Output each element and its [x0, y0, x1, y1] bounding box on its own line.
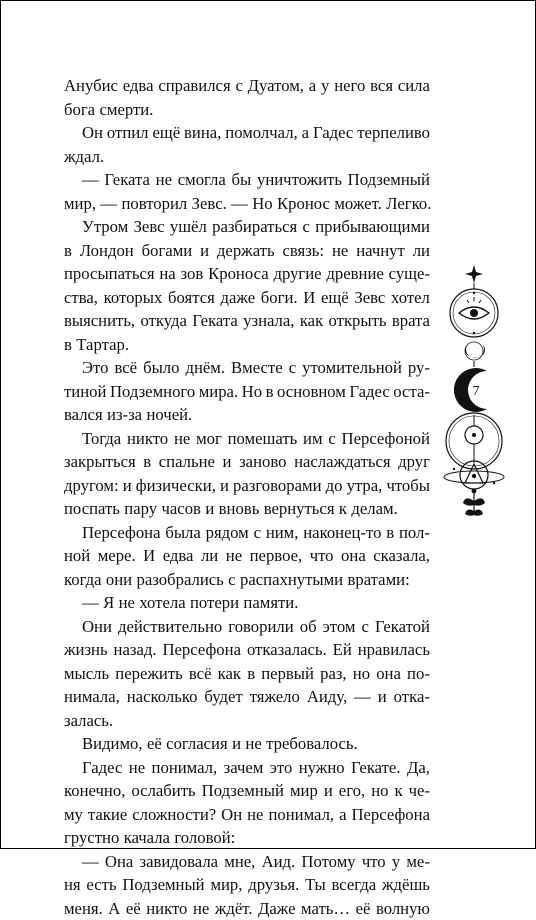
word: него [334, 74, 365, 98]
word: врата [392, 309, 430, 333]
word: назад. [114, 638, 157, 662]
word: узнала, [243, 309, 294, 333]
word: вернуться [264, 497, 335, 521]
word: пару [124, 497, 157, 521]
word: волную [376, 897, 430, 920]
word: помолчал, [225, 121, 297, 145]
word: откуда [140, 309, 186, 333]
word: она [376, 662, 401, 686]
word: хотел [391, 286, 430, 310]
word: отка- [394, 685, 430, 709]
word: рядом [206, 521, 249, 545]
word: Тартар. [76, 333, 129, 357]
body-text [64, 74, 430, 920]
word: как [300, 309, 323, 333]
word: Она [105, 850, 133, 874]
word: — [100, 192, 117, 216]
word: мир, [210, 873, 242, 897]
word: всё [189, 662, 212, 686]
word: как [218, 662, 241, 686]
word: а [302, 121, 309, 145]
word: друзья. [248, 873, 299, 897]
word: мысль [64, 662, 109, 686]
word: первый [261, 662, 314, 686]
word: ня [64, 873, 81, 897]
word: памяти. [243, 591, 298, 615]
word: наслаждаться [294, 450, 390, 474]
word: ещё [152, 121, 180, 145]
word: часов [162, 497, 201, 521]
word: едва [163, 544, 194, 568]
word: к [395, 779, 403, 803]
word: у [321, 74, 329, 98]
word: Это [82, 356, 108, 380]
word: не [226, 544, 242, 568]
word: держать [217, 239, 275, 263]
word: Да, [407, 756, 430, 780]
word: головой: [174, 826, 235, 850]
word: с [362, 615, 369, 639]
word: мере. [98, 544, 136, 568]
word: будет [204, 685, 242, 709]
text-line [64, 145, 430, 169]
word: Он [221, 803, 242, 827]
word: что [362, 850, 386, 874]
word: — [354, 685, 371, 709]
word: Зевс. [192, 192, 227, 216]
word: Утром [82, 215, 128, 239]
word: вался [64, 403, 103, 427]
word: Гекатой [375, 615, 430, 639]
word: до [326, 474, 343, 498]
word: Персефона [162, 638, 241, 662]
text-line [64, 239, 430, 263]
text-line [64, 615, 430, 639]
word: вратами: [347, 568, 409, 592]
word: — [82, 591, 99, 615]
word: конечно, [64, 779, 125, 803]
word: Подземного [110, 380, 195, 404]
word: мира. [199, 380, 238, 404]
word: Кроноса [208, 262, 269, 286]
word: нимала, [64, 685, 120, 709]
word: нужно [299, 756, 345, 780]
word: физически, [136, 474, 216, 498]
word: с [328, 427, 335, 451]
word: не [247, 803, 263, 827]
word: Легко. [386, 192, 431, 216]
word: ждал. [64, 145, 104, 169]
word: никто [127, 427, 168, 451]
word: с [302, 215, 309, 239]
word: и [123, 474, 132, 498]
word: че- [409, 779, 430, 803]
word: было [143, 356, 179, 380]
word: А [108, 897, 120, 920]
text-line [64, 826, 430, 850]
text-line [64, 685, 430, 709]
word: му [64, 803, 83, 827]
celestial-ornament [443, 263, 505, 523]
word: мать… [301, 897, 350, 920]
word: терпеливо [357, 121, 430, 145]
word: боги. [261, 286, 298, 310]
word: поспать [64, 497, 120, 521]
word: древние [326, 262, 383, 286]
word: они [106, 568, 132, 592]
word: меня. [64, 897, 103, 920]
word: сложности? [132, 803, 216, 827]
word: вновь [219, 497, 260, 521]
page-number-moon [454, 368, 487, 412]
word: — [82, 168, 99, 192]
word: наконец-то [303, 521, 381, 545]
word: делам. [351, 497, 397, 521]
text-line [64, 286, 430, 310]
text-line [64, 662, 430, 686]
word: и [200, 239, 209, 263]
word: утра, [347, 474, 383, 498]
page-number: 7 [473, 384, 480, 399]
word: его, [339, 779, 365, 803]
word: Они [82, 615, 112, 639]
eye-icon [450, 289, 498, 337]
word: вина, [184, 121, 221, 145]
word: её [126, 897, 141, 920]
word: пережить [115, 662, 182, 686]
word: а [309, 74, 316, 98]
word: Тогда [82, 427, 121, 451]
word: которых [104, 286, 163, 310]
word: Зевс [134, 215, 165, 239]
word: разговорами [233, 474, 321, 498]
word: разобрались [137, 568, 224, 592]
word: такие [88, 803, 127, 827]
word: днём. [185, 356, 225, 380]
word: ждёт. [215, 897, 253, 920]
word: в [266, 380, 274, 404]
word: ночей. [146, 403, 192, 427]
text-line [64, 380, 430, 404]
text-line [64, 521, 430, 545]
word: завидовала [139, 850, 218, 874]
word: чтобы [386, 474, 430, 498]
text-line [64, 803, 430, 827]
word: потери [190, 591, 239, 615]
word: ли [201, 544, 218, 568]
word: ства, [64, 286, 98, 310]
word: об [300, 615, 317, 639]
word: утомительной [302, 356, 402, 380]
word: мир [290, 779, 318, 803]
word: Ты [305, 873, 326, 897]
text-line [64, 779, 430, 803]
text-line [64, 850, 430, 874]
word: Персефона [82, 521, 161, 545]
word: залась. [64, 709, 113, 733]
text-line [64, 497, 430, 521]
word: раз, [320, 662, 347, 686]
text-line [64, 121, 430, 145]
word: этом [323, 615, 356, 639]
word: хотела [139, 591, 185, 615]
text-line [64, 262, 430, 286]
word: Гадес [82, 756, 122, 780]
word: богами [142, 239, 193, 263]
word: зачем [224, 756, 264, 780]
word: отказалась. [247, 638, 327, 662]
planet-triangle-icon [444, 461, 504, 489]
word: отпил [107, 121, 149, 145]
word: и [205, 497, 214, 521]
word: тяжело [250, 685, 300, 709]
word: говорили [228, 615, 293, 639]
text-line [64, 591, 430, 615]
word: на [159, 262, 175, 286]
word: Ей [333, 638, 352, 662]
word: Гекате. [351, 756, 400, 780]
word: вся [370, 74, 393, 98]
word: ослабить [131, 779, 195, 803]
text-line [64, 568, 430, 592]
word: и [232, 732, 241, 756]
word: даже [220, 286, 255, 310]
word: закрыться [64, 450, 136, 474]
word: насколько [127, 685, 198, 709]
word: Геката [104, 168, 150, 192]
word: начнут [356, 239, 405, 263]
word: просыпаться [64, 262, 155, 286]
word: к [339, 497, 347, 521]
text-line [64, 192, 430, 216]
word: помешать [228, 427, 298, 451]
word: Кронос [277, 192, 330, 216]
word: суще- [389, 262, 430, 286]
word: И [303, 286, 315, 310]
word: сказала, [373, 544, 430, 568]
word: другие [273, 262, 321, 286]
word: с [254, 521, 261, 545]
word: её [356, 897, 371, 920]
word: Лондон [80, 239, 134, 263]
word: грустно [64, 826, 119, 850]
word: в [64, 239, 72, 263]
word: зов [181, 262, 204, 286]
text-line [64, 897, 430, 920]
text-line [64, 474, 430, 498]
word: выяснить, [64, 309, 135, 333]
text-line [64, 74, 430, 98]
text-line [64, 98, 430, 122]
word: Вместе [231, 356, 283, 380]
word: ним, [266, 521, 299, 545]
word: ной [64, 544, 90, 568]
text-line [64, 732, 430, 756]
word: ли [413, 239, 430, 263]
word: бы [232, 168, 252, 192]
word: оста- [393, 380, 430, 404]
word: не [119, 591, 135, 615]
word: Дуатом, [248, 74, 304, 98]
word: уничтожить [257, 168, 342, 192]
word: бога [64, 98, 95, 122]
word: не [245, 732, 261, 756]
word: в [64, 333, 72, 357]
word: требовалось. [266, 732, 358, 756]
word: ещё [321, 286, 349, 310]
word: это [270, 756, 293, 780]
word: и [324, 779, 333, 803]
text-line [64, 756, 430, 780]
word: мог [196, 427, 222, 451]
word: по- [407, 662, 430, 686]
word: И [143, 544, 155, 568]
word: Даже [258, 897, 296, 920]
word: тиной [64, 380, 106, 404]
word: в [143, 450, 151, 474]
word: связь: [282, 239, 324, 263]
word: Но [252, 192, 272, 216]
word: смерти. [99, 98, 153, 122]
word: она [341, 544, 366, 568]
word: Гадес [349, 380, 389, 404]
text-line [64, 450, 430, 474]
word: им [303, 427, 323, 451]
word: сила [398, 74, 430, 98]
word: открыть [329, 309, 387, 333]
text-line [64, 356, 430, 380]
word: с [235, 74, 242, 98]
word: прибывающими [315, 215, 430, 239]
word: пол- [399, 521, 430, 545]
word: мне, [224, 850, 255, 874]
word: у [392, 850, 400, 874]
word: спальне [159, 450, 215, 474]
text-line [64, 333, 430, 357]
word: была [165, 521, 200, 545]
word: повторил [121, 192, 187, 216]
word: из-за [107, 403, 142, 427]
word: Подземный [202, 779, 284, 803]
word: мир, [64, 192, 96, 216]
word: Я [103, 591, 114, 615]
word: распахнутыми [240, 568, 343, 592]
word: Подземный [122, 873, 204, 897]
word: может. [334, 192, 381, 216]
word: Подземный [348, 168, 430, 192]
word: другом: [64, 474, 119, 498]
crescent-moon-icon [465, 342, 485, 360]
word: Персефона [351, 803, 430, 827]
text-line [64, 215, 430, 239]
word: Потому [301, 850, 355, 874]
word: справился [158, 74, 230, 98]
word: боятся [168, 286, 215, 310]
word: всё [114, 356, 137, 380]
text-line [64, 168, 430, 192]
word: в [386, 521, 394, 545]
text-line [64, 709, 430, 733]
word: понимал, [152, 756, 218, 780]
word: что [310, 544, 334, 568]
word: но [371, 779, 388, 803]
text-line [64, 427, 430, 451]
word: а [339, 803, 346, 827]
word: не [174, 427, 190, 451]
word: жизнь [64, 638, 108, 662]
flower-icon [463, 489, 485, 516]
word: Зевс [354, 286, 385, 310]
word: — [82, 850, 99, 874]
word: действительно [118, 615, 222, 639]
word: Но [242, 380, 262, 404]
word: едва [123, 74, 154, 98]
word: разбираться [212, 215, 297, 239]
text-line [64, 638, 430, 662]
word: заново [239, 450, 286, 474]
word: качала [124, 826, 170, 850]
word: Персефоной [342, 427, 430, 451]
word: первое, [250, 544, 303, 568]
text-line [64, 544, 430, 568]
word: не [156, 168, 172, 192]
word: в [247, 662, 255, 686]
word: друг [398, 450, 430, 474]
word: согласия [166, 732, 228, 756]
word: с [228, 568, 235, 592]
word: никто [146, 897, 187, 920]
word: но [353, 662, 370, 686]
word: ру- [408, 356, 430, 380]
word: ждёшь [382, 873, 430, 897]
text-line [64, 403, 430, 427]
word: не [193, 897, 209, 920]
word: понимал, [268, 803, 334, 827]
word: Аиду, [307, 685, 347, 709]
word: смогла [178, 168, 226, 192]
word: ушёл [170, 215, 207, 239]
word: всегда [331, 873, 376, 897]
word: Видимо, [82, 732, 143, 756]
word: и [378, 685, 387, 709]
word: нравилась [358, 638, 430, 662]
word: с [289, 356, 296, 380]
word: Гадес [313, 121, 353, 145]
word: Анубис [64, 74, 118, 98]
word: Он [82, 121, 103, 145]
word: и [220, 474, 229, 498]
word: её [147, 732, 162, 756]
text-line [64, 873, 430, 897]
word: не [332, 239, 348, 263]
word: не [129, 756, 145, 780]
word: основном [277, 380, 346, 404]
word: когда [64, 568, 102, 592]
star-icon [465, 265, 483, 283]
word: есть [86, 873, 116, 897]
word: и [223, 450, 232, 474]
word: Аид. [262, 850, 296, 874]
word: Геката [192, 309, 238, 333]
word: ме- [406, 850, 430, 874]
word: — [231, 192, 248, 216]
text-line [64, 309, 430, 333]
